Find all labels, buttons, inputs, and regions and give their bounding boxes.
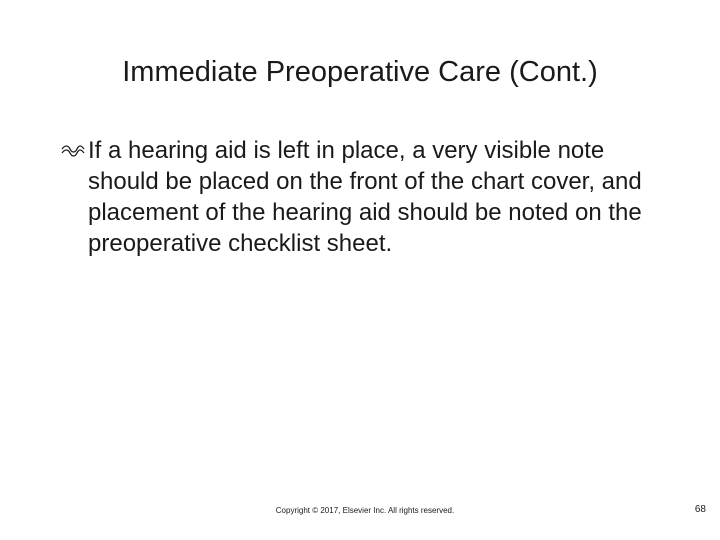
bullet-item bbox=[60, 135, 660, 259]
slide-title: Immediate Preoperative Care (Cont.) bbox=[122, 56, 598, 88]
bullet-text: If a hearing aid is left in place, a very visible note should be placed on the front of the chart cover, and placement of the hearing aid should be noted on the preoperative checklist sheet. bbox=[88, 137, 642, 257]
footer-copyright: Copyright © 2017, Elsevier Inc. All rights reserved. bbox=[275, 506, 455, 515]
page-number: 68 bbox=[694, 504, 706, 515]
wave-bullet-icon bbox=[60, 140, 86, 160]
slide-content bbox=[60, 135, 660, 259]
